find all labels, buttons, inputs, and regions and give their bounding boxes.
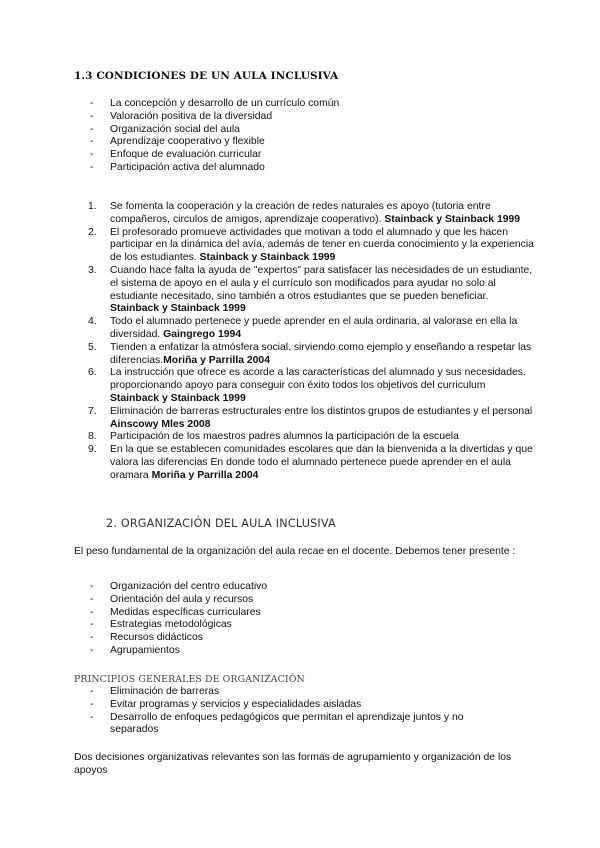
list-item: - Enfoque de evaluación curricular [74,149,514,162]
item-text: El profesorado promueve actividades que motivan a todo el alumnado y que les hacen participar en la dinámica del avía, además de tener en cuerda conocimiento y la experiencia de los estudiantes. [110,226,534,264]
item-number: 8. [88,431,97,443]
item-number: 5. [88,341,97,353]
list-item: - Desarrollo de enfoques pedagógicos que permitan el aprendizaje juntos y no separados [74,712,514,738]
item-citation: Gaingrego 1994 [163,328,242,340]
list-item: - Aprendizaje cooperativo y flexible [74,136,514,149]
item-text: Eliminación de barreras estructurales entre los distintos grupos de estudiantes y el personal [110,405,533,417]
item-number: 2. [88,226,97,238]
item-citation: Moriña y Parrilla 2004 [151,469,259,481]
item-number: 9. [88,444,97,456]
item-citation: Stainback y Stainback 1999 [384,213,521,225]
item-number: 1. [88,201,97,212]
item-citation: Stainback y Stainback 1999 [110,303,246,315]
item-text: La instrucción que ofrece es acorde a las características del alumnado y sus necesidades. proporcionando apoyo para conseguir con éxito todos los objetivos del curriculum [110,367,526,392]
list-item: - Valoración positiva de la diversidad [74,111,514,124]
item-text: Participación de los maestros padres alumnos la participación de la escuela [110,431,459,443]
list-item [74,444,534,482]
list-item [74,227,534,265]
item-number: 7. [88,405,97,417]
list-item [74,342,534,368]
list-item: - Eliminación de barreras [74,686,514,699]
conditions-list [74,98,514,175]
list-item: - Participación activa del alumnado [74,162,514,175]
item-citation: Moriña y Parrilla 2004 [163,354,270,366]
list-item [74,431,534,444]
list-item [74,367,534,405]
closing-paragraph: Dos decisiones organizativas relevantes son las formas de agrupamiento y organización de los apoyos [74,752,512,776]
list-item: - Estrategias metodológicas [74,619,514,632]
list-item: - La concepción y desarrollo de un currículo común [74,98,514,111]
item-citation: Stainback y Stainback 1999 [110,392,246,404]
section-2-intro: El peso fundamental de la organización del aula recae en el docente. Debemos tener presente : [74,546,516,557]
list-item [74,201,534,227]
section-2-title: 2. ORGANIZACIÓN DEL AULA INCLUSIVA [106,517,336,530]
list-item: - Organización social del aula [74,124,514,137]
list-item: - Recursos didácticos [74,632,514,645]
item-text: Todo el alumnado pertenece y puede aprender en el aula ordinaria, al valorase en ella la diversidad. [110,316,518,340]
item-text: En la que se establecen comunidades escolares que dan la bienvenida a la divertidas y que valora las diferencias En donde todo el alumnado pertenece puede aprender en el aula oramara [110,444,533,481]
principles-title: PRINCIPIOS GENERALES DE ORGANIZACIÓN [74,674,305,685]
section-1-3-title: 1.3 CONDICIONES DE UN AULA INCLUSIVA [74,70,339,82]
list-item: - Orientación del aula y recursos [74,594,514,607]
item-number: 6. [88,367,97,379]
item-number: 4. [88,316,97,328]
list-item: - Agrupamientos [74,645,514,658]
list-item: - Organización del centro educativo [74,581,514,594]
list-item [74,316,534,342]
list-item [74,265,534,316]
item-text: Se fomenta la cooperación y la creación de redes naturales es apoyo (tutoria entre compañeros, circulos de amigos, aprendizaje cooperativo). [110,201,491,225]
principles-list [74,686,514,737]
item-text: Cuando hace falta la ayuda de "expertos" para satisfacer las necesidades de un estudiante, el sistema de apoyo en el aula y el currículo son modificados para ayudar no solo al estudiante necesitado, sino también a otros estudiantes que se pueden beneficiar. [110,264,533,302]
list-item: - Medidas específicas curriculares [74,607,514,620]
list-item: - Evitar programas y servicios y especialidades aisladas [74,699,514,712]
item-text: Tienden a enfatizar la atmósfera social. sirviendo como ejemplo y enseñando a respetar las diferencias. [110,341,532,366]
item-citation: Stainback y Stainback 1999 [199,252,336,264]
list-item [74,406,534,432]
item-number: 3. [88,264,97,276]
numbered-list [74,201,534,483]
organization-items-list [74,581,514,658]
item-citation: Ainscowy Mles 2008 [110,418,211,430]
